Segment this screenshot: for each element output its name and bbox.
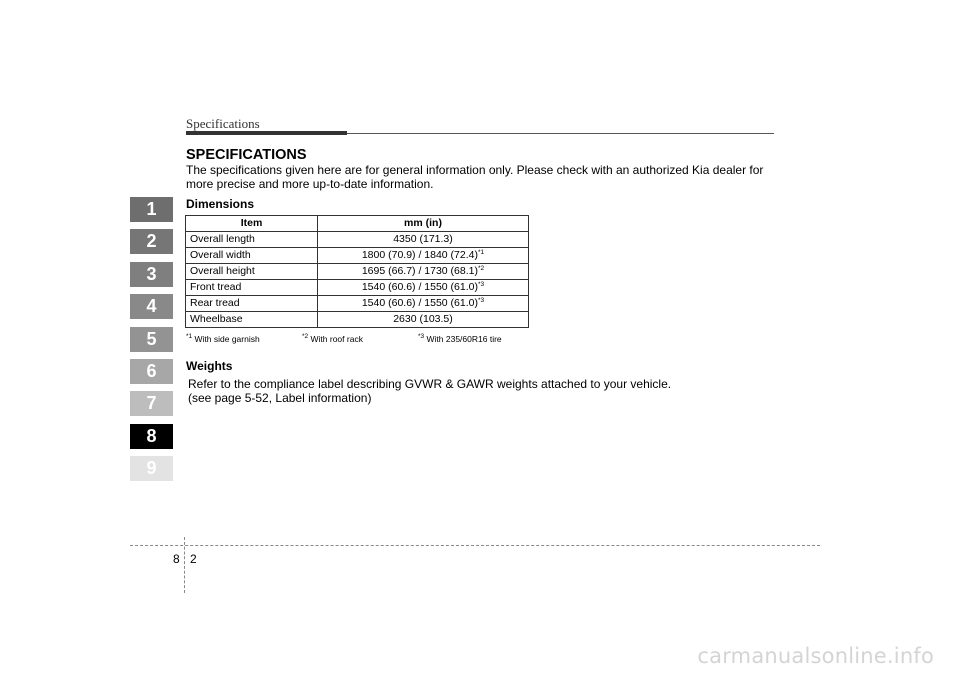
weights-line-1: Refer to the compliance label describing GVWR & GAWR weights attached to your vehicle.: [188, 377, 672, 391]
watermark: carmanualsonline.info: [697, 644, 934, 668]
chapter-tab-3[interactable]: 3: [130, 262, 173, 287]
row-value: [318, 296, 529, 312]
chapter-tab-6[interactable]: 6: [130, 359, 173, 384]
row-item-label: Overall width: [186, 248, 318, 264]
row-footnote-mark: *1: [478, 249, 485, 256]
chapter-tab-8[interactable]: 8: [130, 424, 173, 449]
table-header-row: [186, 216, 529, 232]
table-row: [186, 232, 529, 248]
chapter-tabs: [130, 197, 173, 489]
table-row: [186, 296, 529, 312]
page-heading: SPECIFICATIONS: [186, 147, 307, 163]
footnote-3: $^{*3}$ With 235/60R16 tire: [418, 333, 502, 344]
row-value: [318, 280, 529, 296]
row-value: [318, 248, 529, 264]
table-row: [186, 264, 529, 280]
row-value-text: 1540 (60.6) / 1550 (61.0): [361, 281, 478, 293]
footer-rule: [130, 545, 820, 546]
chapter-tab-7[interactable]: 7: [130, 391, 173, 416]
row-value-text: 4350 (171.3): [393, 233, 453, 245]
weights-heading: Weights: [186, 359, 233, 373]
weights-line-2: (see page 5-52, Label information): [188, 390, 372, 405]
row-footnote-mark: *2: [478, 265, 485, 272]
row-value-text: 1540 (60.6) / 1550 (61.0): [361, 297, 478, 309]
intro-paragraph: The specifications given here are for general information only. Please check with an authorized Kia dealer for more precise and more up-to-date information.: [186, 163, 764, 191]
footnote-2: $^{*2}$ With roof rack: [302, 333, 363, 344]
row-value: [318, 232, 529, 248]
header-rule-accent: [186, 131, 347, 135]
row-item-label: Overall length: [186, 232, 318, 248]
chapter-tab-9[interactable]: 9: [130, 456, 173, 481]
column-header-value: mm (in): [318, 216, 529, 232]
chapter-tab-4[interactable]: 4: [130, 294, 173, 319]
chapter-tab-1[interactable]: 1: [130, 197, 173, 222]
chapter-tab-2[interactable]: 2: [130, 229, 173, 254]
page-number: 2: [190, 552, 197, 566]
row-value-text: 1695 (66.7) / 1730 (68.1): [361, 265, 478, 277]
footnote-1: $^{*1}$ With side garnish: [186, 333, 260, 344]
row-value: [318, 264, 529, 280]
dimensions-heading: Dimensions: [186, 197, 255, 211]
footer-divider: [184, 537, 185, 593]
row-item-label: Front tread: [186, 280, 318, 296]
table-row: [186, 312, 529, 328]
row-footnote-mark: *3: [478, 281, 485, 288]
row-value-text: 1800 (70.9) / 1840 (72.4): [361, 249, 478, 261]
row-footnote-mark: *3: [478, 297, 485, 304]
table-row: [186, 280, 529, 296]
dimensions-table: [185, 215, 529, 328]
row-item-label: Overall height: [186, 264, 318, 280]
chapter-tab-5[interactable]: 5: [130, 327, 173, 352]
page-chapter-number: 8: [173, 552, 180, 566]
row-item-label: Rear tread: [186, 296, 318, 312]
table-row: [186, 248, 529, 264]
dimensions-table-body: [186, 232, 529, 328]
running-title: Specifications: [186, 116, 260, 131]
row-value-text: 2630 (103.5): [393, 313, 453, 325]
weights-paragraph: [188, 378, 748, 405]
row-value: [318, 312, 529, 328]
column-header-item: Item: [186, 216, 318, 232]
row-item-label: Wheelbase: [186, 312, 318, 328]
